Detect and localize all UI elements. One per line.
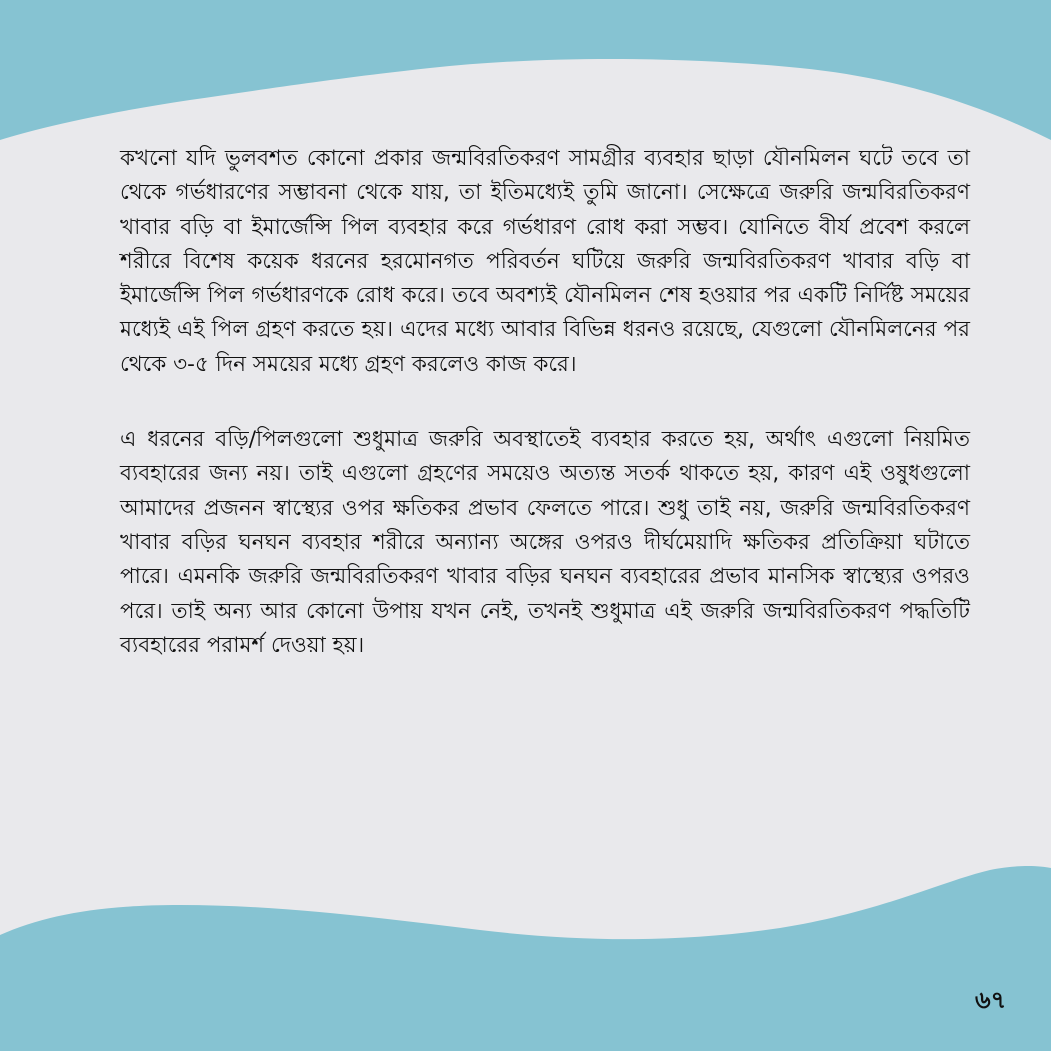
top-wave [0, 0, 1051, 140]
paragraph-emergency-pill-caution: এ ধরনের বড়ি/পিলগুলো শুধুমাত্র জরুরি অবস্থাতেই ব্যবহার করতে হয়, অর্থাৎ এগুলো নিয়মিত ব্যবহারের জন্য নয়। তাই এগুলো গ্রহণের সময়েও অত্যন্ত সতর্ক থাকতে হয়, কারণ এই ওষুধগুলো আমাদের প্রজনন স্বাস্থ্যের ওপর ক্ষতিকর প্রভাব ফেলতে পারে। শুধু তাই নয়, জরুরি জন্মবিরতিকরণ খাবার বড়ির ঘনঘন ব্যবহার শরীরে অন্যান্য অঙ্গের ওপরও দীর্ঘমেয়াদি ক্ষতিকর প্রতিক্রিয়া ঘটাতে পারে। এমনকি জরুরি জন্মবিরতিকরণ খাবার বড়ির ঘনঘন ব্যবহারের প্রভাব মানসিক স্বাস্থ্যের ওপরও পরে। তাই অন্য আর কোনো উপায় যখন নেই, তখনই শুধুমাত্র এই জরুরি জন্মবিরতিকরণ পদ্ধতিটি ব্যবহারের পরামর্শ দেওয়া হয়। [120, 427, 970, 658]
main-content [120, 142, 970, 663]
page-number: ৬৭ [975, 986, 1007, 1014]
paragraph-emergency-pill-intro: কখনো যদি ভুলবশত কোনো প্রকার জন্মবিরতিকরণ সামগ্রীর ব্যবহার ছাড়া যৌনমিলন ঘটে তবে তা থেকে গর্ভধারণের সম্ভাবনা থেকে যায়, তা ইতিমধ্যেই তুমি জানো। সেক্ষেত্রে জরুরি জন্মবিরতিকরণ খাবার বড়ি বা ইমার্জেন্সি পিল ব্যবহার করে গর্ভধারণ রোধ করা সম্ভব। যোনিতে বীর্য প্রবেশ করলে শরীরে বিশেষ কয়েক ধরনের হরমোনগত পরিবর্তন ঘটিয়ে জরুরি জন্মবিরতিকরণ খাবার বড়ি বা ইমার্জেন্সি পিল গর্ভধারণকে রোধ করে। তবে অবশ্যই যৌনমিলন শেষ হওয়ার পর একটি নির্দিষ্ট সময়ের মধ্যেই এই পিল গ্রহণ করতে হয়। এদের মধ্যে আবার বিভিন্ন ধরনও রয়েছে, যেগুলো যৌনমিলনের পর থেকে ৩-৫ দিন সময়ের মধ্যে গ্রহণ করলেও কাজ করে। [120, 146, 970, 377]
bottom-wave [0, 866, 1051, 1051]
